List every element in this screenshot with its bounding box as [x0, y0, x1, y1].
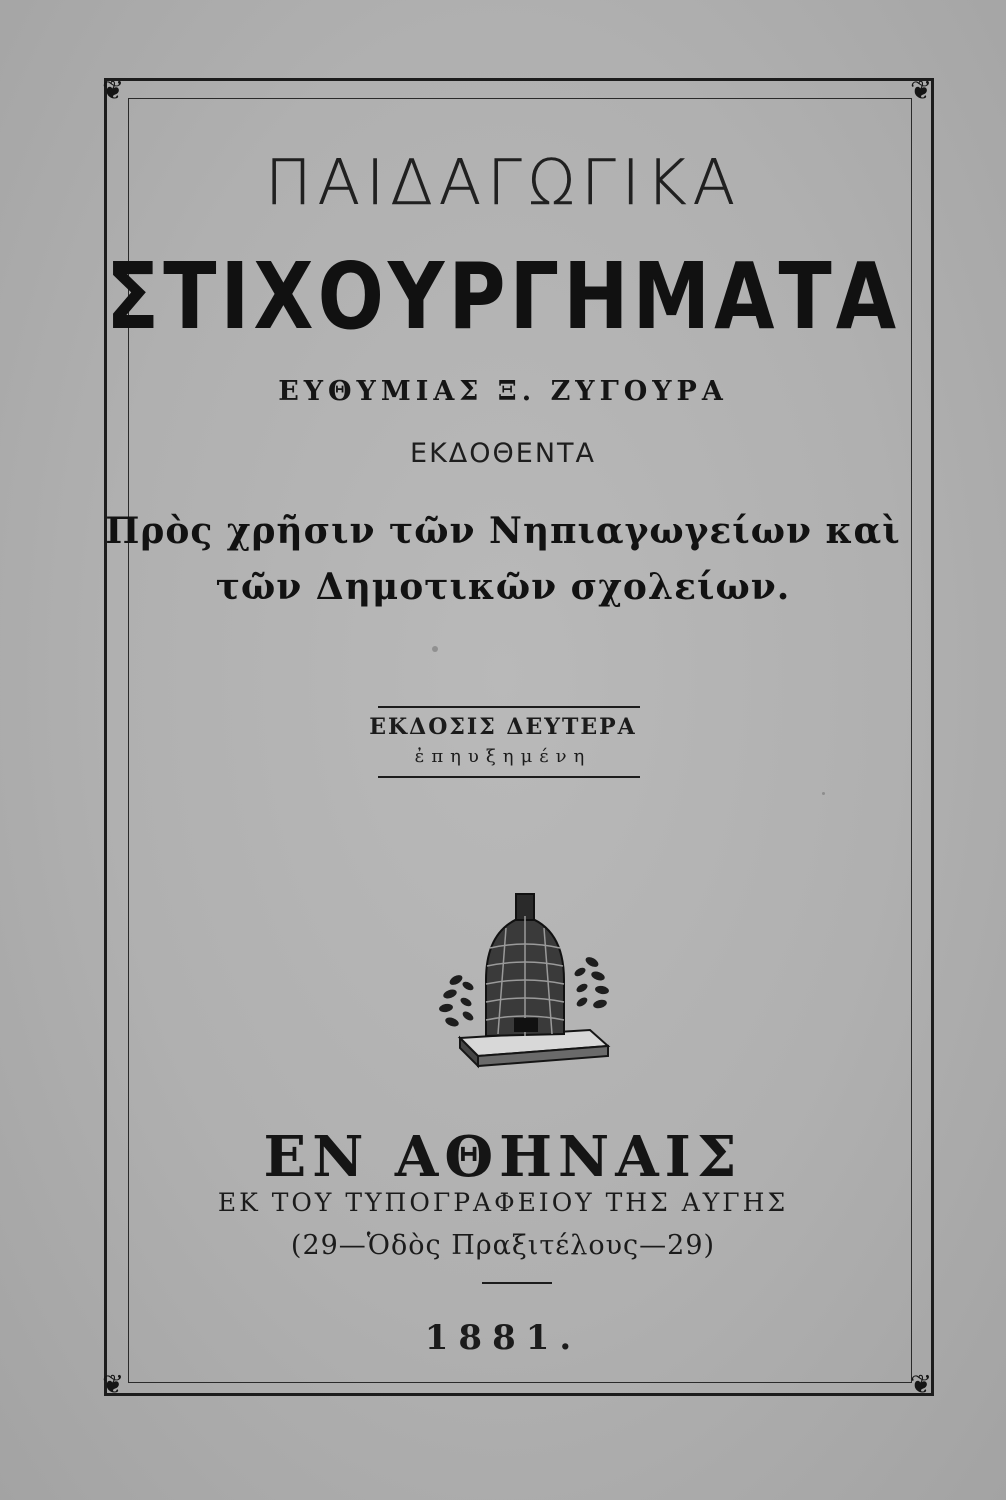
paper-speck	[822, 792, 825, 795]
corner-ornament-icon: ❦	[910, 1370, 932, 1400]
beehive-icon	[430, 888, 620, 1080]
author-name: ΕΥΘΥΜΙΑΣ Ξ. ΖΥΓΟΥΡΑ	[278, 376, 728, 407]
edition-rule-bottom	[378, 776, 640, 778]
city-line: ΕΝ ΑΘΗΝΑΙΣ	[263, 1124, 743, 1190]
purpose-line-1: Πρὸς χρῆσιν τῶν Νηπιαγωγείων καὶ	[105, 510, 901, 552]
edition-note: ἐπηυξημένη	[414, 746, 592, 767]
printer-line: ΕΚ ΤΟΥ ΤΥΠΟΓΡΑΦΕΙΟΥ ΤΗΣ ΑΥΓΗΣ	[217, 1188, 789, 1217]
title-line-2: ΣΤΙΧΟΥΡΓΗΜΑΤΑ	[105, 244, 901, 351]
edition-label: ΕΚΔΟΣΙΣ ΔΕΥΤΕΡΑ	[369, 714, 637, 740]
corner-ornament-icon: ❦	[910, 76, 932, 106]
paper-speck	[432, 646, 438, 652]
year-rule	[482, 1282, 552, 1284]
issued-label: ΕΚΔΟΘΕΝΤΑ	[410, 438, 596, 469]
publication-year: 1881.	[424, 1318, 582, 1358]
purpose-line-2: τῶν Δημοτικῶν σχολείων.	[215, 566, 791, 608]
corner-ornament-icon: ❦	[102, 76, 124, 106]
edition-rule-top	[378, 706, 640, 708]
title-line-1: ΠΑΙΔΑΓΩΓΙΚΑ	[265, 146, 741, 219]
address-line: (29—Ὁδὸς Πραξιτέλους—29)	[290, 1230, 716, 1261]
corner-ornament-icon: ❦	[102, 1370, 124, 1400]
